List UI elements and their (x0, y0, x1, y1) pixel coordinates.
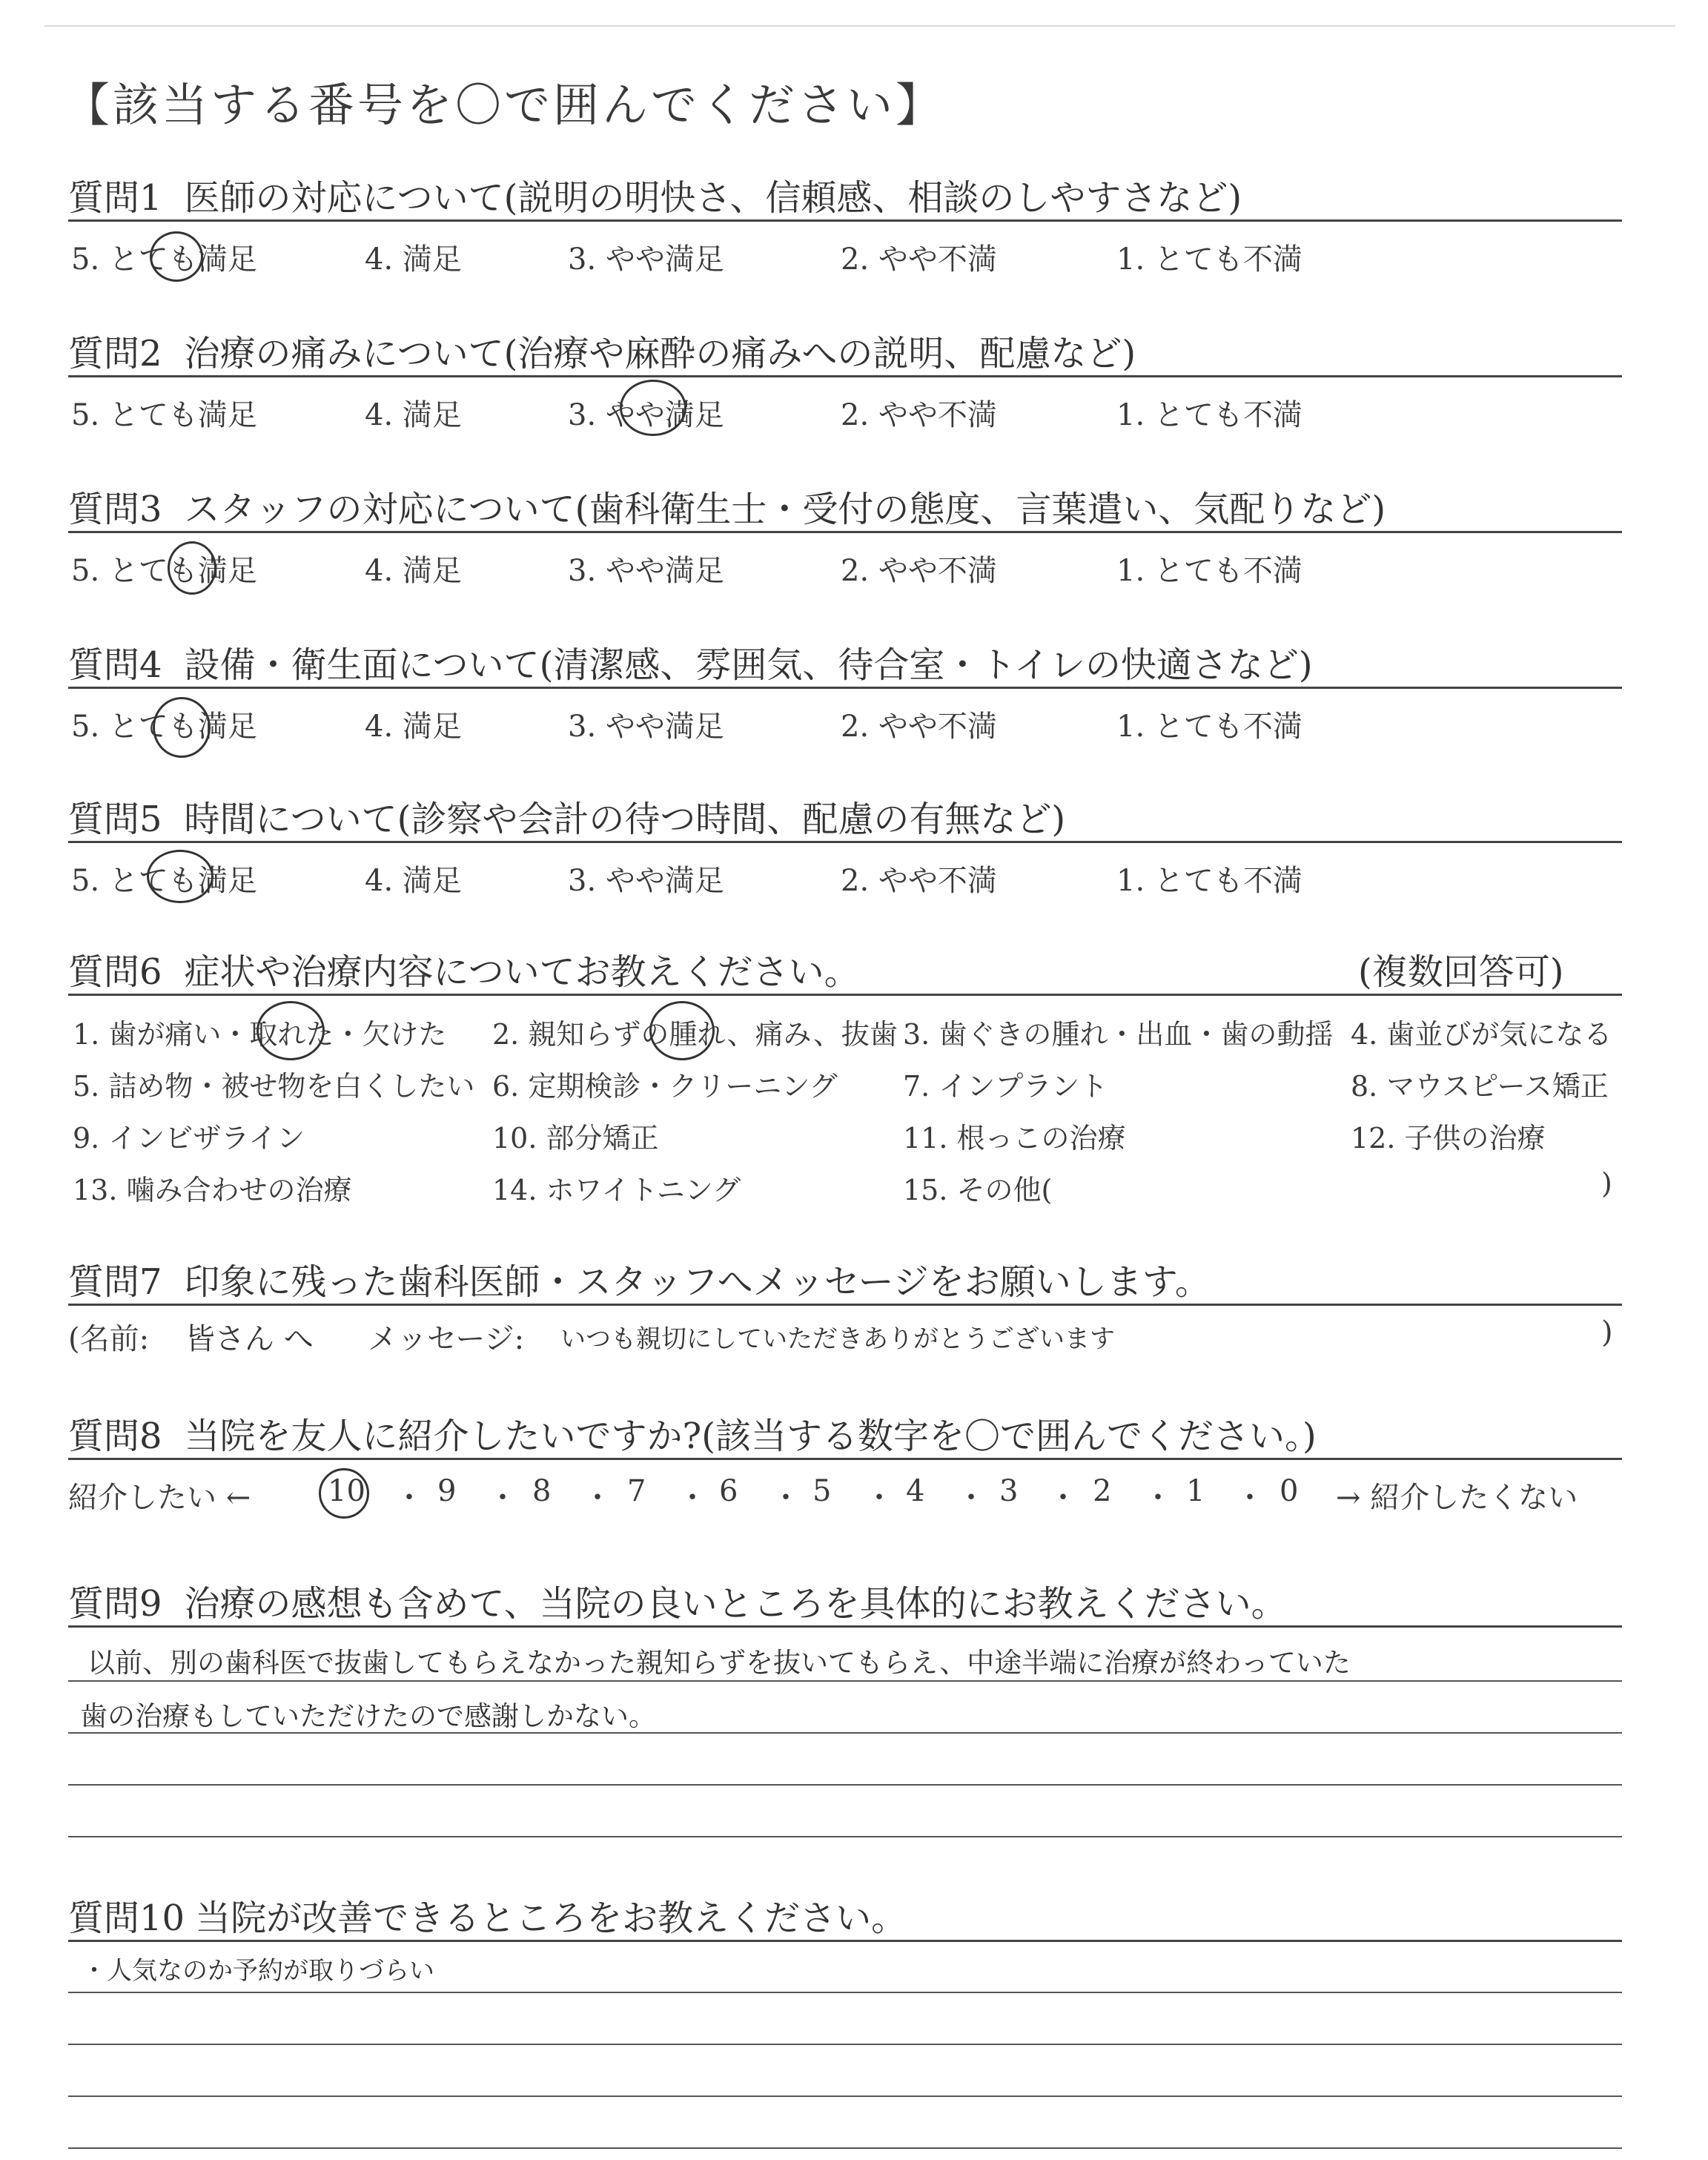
question-rule (68, 1458, 1622, 1460)
scale-1[interactable]: 1 (1186, 1474, 1205, 1508)
symptom-option-3[interactable]: 3. 歯ぐきの腫れ・出血・歯の動揺 (903, 1018, 1334, 1051)
option-4[interactable]: 4. 満足 (365, 398, 462, 432)
other-close-paren: ) (1601, 1167, 1612, 1200)
recommend-right-label: → 紹介したくない (1336, 1481, 1578, 1515)
selection-circle (147, 850, 214, 903)
handwritten-answer-line: 以前、別の歯科医で抜歯してもらえなかった親知らずを抜いてもらえ、中途半端に治療が終わっていた (87, 1647, 1351, 1679)
option-5[interactable]: 5. とても満足 (71, 398, 257, 432)
top-border (44, 25, 1675, 27)
question-6 (68, 943, 860, 994)
option-5[interactable]: 5. とても満足 (71, 554, 257, 588)
scale-dot: ・ (771, 1481, 801, 1515)
question-number: 質問1 (68, 177, 162, 219)
answer-line (68, 2044, 1622, 2045)
scale-4[interactable]: 4 (906, 1474, 925, 1508)
question-9 (68, 1575, 1287, 1626)
option-2[interactable]: 2. やや不満 (841, 398, 997, 432)
answer-line (68, 1680, 1622, 1682)
symptom-option-12[interactable]: 12. 子供の治療 (1351, 1122, 1546, 1155)
scale-7[interactable]: 7 (627, 1474, 646, 1508)
scale-9[interactable]: 9 (437, 1474, 457, 1508)
message-handwritten: いつも親切にしていただきありがとうございます (560, 1324, 1115, 1354)
symptom-option-8[interactable]: 8. マウスピース矯正 (1351, 1070, 1609, 1103)
answer-line (68, 1784, 1622, 1786)
question-text: 医師の対応について(説明の明快さ、信頼感、相談のしやすさなど) (184, 177, 1242, 219)
scale-dot: ・ (956, 1481, 986, 1515)
question-text: 印象に残った歯科医師・スタッフへメッセージをお願いします。 (184, 1261, 1211, 1303)
question-rule (68, 531, 1622, 533)
answer-line (68, 2147, 1622, 2149)
multiple-answer-note: (複数回答可) (1358, 951, 1564, 993)
option-1[interactable]: 1. とても不満 (1116, 398, 1302, 432)
question-1 (68, 169, 1242, 220)
recommend-left-label: 紹介したい ← (68, 1481, 251, 1515)
scale-5[interactable]: 5 (812, 1474, 832, 1508)
selection-circle (256, 1001, 325, 1060)
name-label: (名前: (68, 1322, 150, 1356)
name-handwritten: 皆さん へ (185, 1322, 314, 1356)
answer-line (68, 1992, 1622, 1993)
selection-circle (649, 1001, 715, 1060)
question-text: 治療の感想も含めて、当院の良いところを具体的にお教えください。 (184, 1583, 1287, 1625)
handwritten-answer-line: ・人気なのか予約が取りづらい (82, 1956, 434, 1986)
question-8 (68, 1407, 1317, 1459)
handwritten-answer-line: 歯の治療もしていただけたので感謝しかない。 (80, 1700, 656, 1732)
selection-circle (168, 541, 216, 595)
symptom-option-1[interactable]: 1. 歯が痛い・取れた・欠けた (73, 1018, 447, 1051)
symptom-option-11[interactable]: 11. 根っこの治療 (903, 1122, 1126, 1155)
question-rule (68, 1940, 1622, 1942)
scale-dot: ・ (1048, 1481, 1078, 1515)
scale-2[interactable]: 2 (1093, 1474, 1112, 1508)
question-number: 質問3 (68, 489, 162, 530)
question-text: 設備・衛生面について(清潔感、雰囲気、待合室・トイレの快適さなど) (184, 644, 1313, 686)
question-text: 当院を友人に紹介したいですか?(該当する数字を〇で囲んでください。) (184, 1416, 1317, 1457)
question-text: 治療の痛みについて(治療や麻酔の痛みへの説明、配慮など) (184, 333, 1136, 374)
answer-line (68, 1836, 1622, 1837)
option-3[interactable]: 3. やや満足 (568, 398, 724, 432)
question-rule (68, 1304, 1622, 1306)
option-5[interactable]: 5. とても満足 (71, 242, 257, 277)
question-4 (68, 636, 1313, 687)
question-2 (68, 325, 1136, 376)
option-1[interactable]: 1. とても不満 (1116, 864, 1302, 898)
option-5[interactable]: 5. とても満足 (71, 864, 257, 898)
message-label: メッセージ: (368, 1322, 525, 1356)
symptom-option-7[interactable]: 7. インプラント (903, 1070, 1108, 1103)
symptom-option-10[interactable]: 10. 部分矯正 (492, 1122, 659, 1155)
question-text: 症状や治療内容についてお教えください。 (184, 951, 860, 993)
answer-line (68, 2095, 1622, 2097)
question-rule (68, 994, 1622, 996)
symptom-option-5[interactable]: 5. 詰め物・被せ物を白くしたい (73, 1070, 475, 1103)
option-5[interactable]: 5. とても満足 (71, 710, 257, 744)
symptom-option-6[interactable]: 6. 定期検診・クリーニング (492, 1070, 838, 1103)
question-rule (68, 687, 1622, 689)
option-4[interactable]: 4. 満足 (365, 554, 462, 588)
question-text: 当院が改善できるところをお教えください。 (195, 1898, 907, 1939)
question-10 (68, 1889, 907, 1941)
scale-dot: ・ (864, 1481, 894, 1515)
option-2[interactable]: 2. やや不満 (841, 242, 997, 277)
question-3 (68, 480, 1386, 532)
option-3[interactable]: 3. やや満足 (568, 864, 724, 898)
symptom-option-2[interactable]: 2. 親知らずの腫れ、痛み、抜歯 (492, 1018, 898, 1051)
question-number: 質問5 (68, 799, 162, 840)
scale-10[interactable]: 10 (328, 1474, 365, 1508)
message-close-paren: ) (1601, 1315, 1613, 1350)
symptom-option-15[interactable]: 15. その他( (903, 1174, 1053, 1206)
question-text: スタッフの対応について(歯科衛生士・受付の態度、言葉遣い、気配りなど) (184, 489, 1386, 530)
page-title: 【該当する番号を〇で囲んでください】 (64, 78, 945, 132)
question-number: 質問4 (68, 644, 162, 686)
option-2[interactable]: 2. やや不満 (841, 710, 997, 744)
question-rule (68, 219, 1622, 222)
symptom-option-14[interactable]: 14. ホワイトニング (492, 1174, 741, 1206)
scale-6[interactable]: 6 (719, 1474, 738, 1508)
option-1[interactable]: 1. とても不満 (1116, 710, 1302, 744)
question-rule (68, 1625, 1622, 1628)
option-1[interactable]: 1. とても不満 (1116, 242, 1302, 277)
option-2[interactable]: 2. やや不満 (841, 864, 997, 898)
selection-circle (150, 231, 203, 282)
option-4[interactable]: 4. 満足 (365, 864, 462, 898)
question-rule (68, 375, 1622, 377)
scale-8[interactable]: 8 (532, 1474, 552, 1508)
question-number: 質問6 (68, 951, 162, 993)
question-rule (68, 841, 1622, 843)
scale-dot: ・ (1235, 1481, 1265, 1515)
symptom-option-4[interactable]: 4. 歯並びが気になる (1351, 1018, 1612, 1051)
selection-circle (620, 380, 686, 436)
question-7 (68, 1253, 1211, 1304)
scale-dot: ・ (583, 1481, 612, 1515)
symptom-option-13[interactable]: 13. 噛み合わせの治療 (73, 1174, 352, 1206)
symptom-option-9[interactable]: 9. インビザライン (73, 1122, 305, 1155)
question-number: 質問10 (68, 1898, 185, 1939)
scale-3[interactable]: 3 (999, 1474, 1019, 1508)
scale-0[interactable]: 0 (1280, 1474, 1299, 1508)
option-2[interactable]: 2. やや不満 (841, 554, 997, 588)
option-4[interactable]: 4. 満足 (365, 242, 462, 277)
option-3[interactable]: 3. やや満足 (568, 554, 724, 588)
option-4[interactable]: 4. 満足 (365, 710, 462, 744)
question-number: 質問8 (68, 1416, 162, 1457)
question-text: 時間について(診察や会計の待つ時間、配慮の有無など) (184, 799, 1066, 840)
question-number: 質問7 (68, 1261, 162, 1303)
selection-circle (319, 1468, 369, 1519)
scale-dot: ・ (394, 1481, 424, 1515)
question-number: 質問2 (68, 333, 162, 374)
option-3[interactable]: 3. やや満足 (568, 242, 724, 277)
question-number: 質問9 (68, 1583, 162, 1625)
option-3[interactable]: 3. やや満足 (568, 710, 724, 744)
selection-circle (153, 697, 211, 758)
option-1[interactable]: 1. とても不満 (1116, 554, 1302, 588)
question-5 (68, 790, 1065, 842)
scale-dot: ・ (678, 1481, 707, 1515)
scale-dot: ・ (1143, 1481, 1173, 1515)
scale-dot: ・ (488, 1481, 517, 1515)
